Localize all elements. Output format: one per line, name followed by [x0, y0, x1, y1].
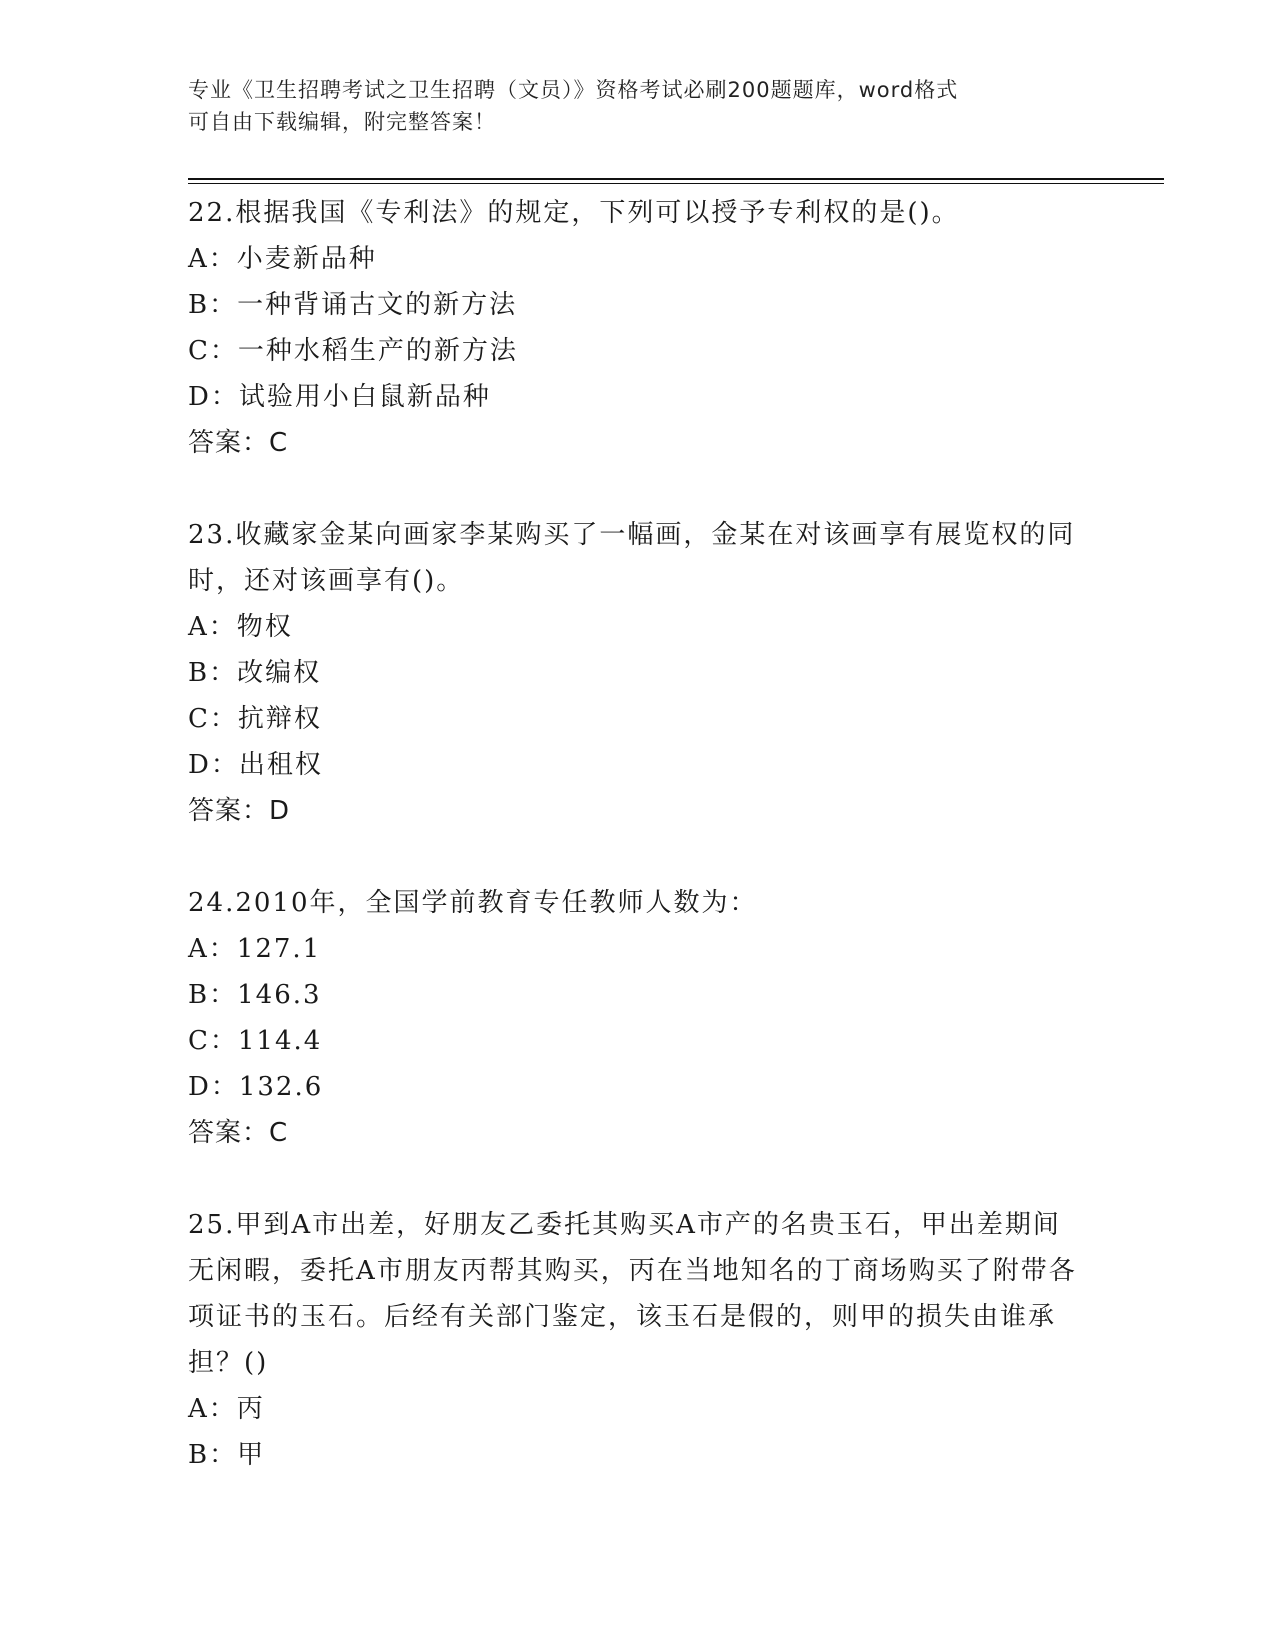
- question-stem: 22.根据我国《专利法》的规定，下列可以授予专利权的是()。: [188, 198, 960, 228]
- option-b: B：一种背诵古文的新方法: [188, 290, 518, 320]
- header-divider-thin: [188, 183, 1164, 184]
- option-c: C：一种水稻生产的新方法: [188, 336, 518, 366]
- option-a: A：127.1: [188, 934, 322, 964]
- option-b: B：改编权: [188, 658, 322, 688]
- question-stem: 23.收藏家金某向画家李某购买了一幅画，金某在对该画享有展览权的同时，还对该画享有()。: [188, 520, 1076, 596]
- question-24: [188, 880, 1088, 1156]
- question-list: [188, 190, 1088, 1524]
- option-d: D：出租权: [188, 750, 323, 780]
- option-a: A：小麦新品种: [188, 244, 377, 274]
- option-b: B：146.3: [188, 980, 322, 1010]
- option-a: A：物权: [188, 612, 293, 642]
- question-stem: 25.甲到A市出差，好朋友乙委托其购买A市产的名贵玉石，甲出差期间无闲暇，委托A市朋友丙帮其购买，丙在当地知名的丁商场购买了附带各项证书的玉石。后经有关部门鉴定，该玉石是假的，则甲的损失由谁承担？(): [188, 1210, 1077, 1378]
- answer: 答案：D: [188, 796, 291, 826]
- option-b: B：甲: [188, 1440, 266, 1470]
- header-divider-thick: [188, 178, 1164, 180]
- option-c: C：114.4: [188, 1026, 323, 1056]
- option-d: D：132.6: [188, 1072, 324, 1102]
- option-d: D：试验用小白鼠新品种: [188, 382, 491, 412]
- question-23: [188, 512, 1088, 834]
- answer: 答案：C: [188, 1118, 289, 1148]
- option-a: A：丙: [188, 1394, 265, 1424]
- question-stem: 24.2010年，全国学前教育专任教师人数为：: [188, 888, 758, 918]
- header-line-2: 可自由下载编辑，附完整答案！: [188, 110, 496, 134]
- question-22: [188, 190, 1088, 466]
- header-line-1: 专业《卫生招聘考试之卫生招聘（文员）》资格考试必刷200题题库，word格式: [188, 78, 959, 102]
- option-c: C：抗辩权: [188, 704, 322, 734]
- question-25: [188, 1202, 1088, 1478]
- answer: 答案：C: [188, 428, 289, 458]
- document-header: [188, 74, 1088, 138]
